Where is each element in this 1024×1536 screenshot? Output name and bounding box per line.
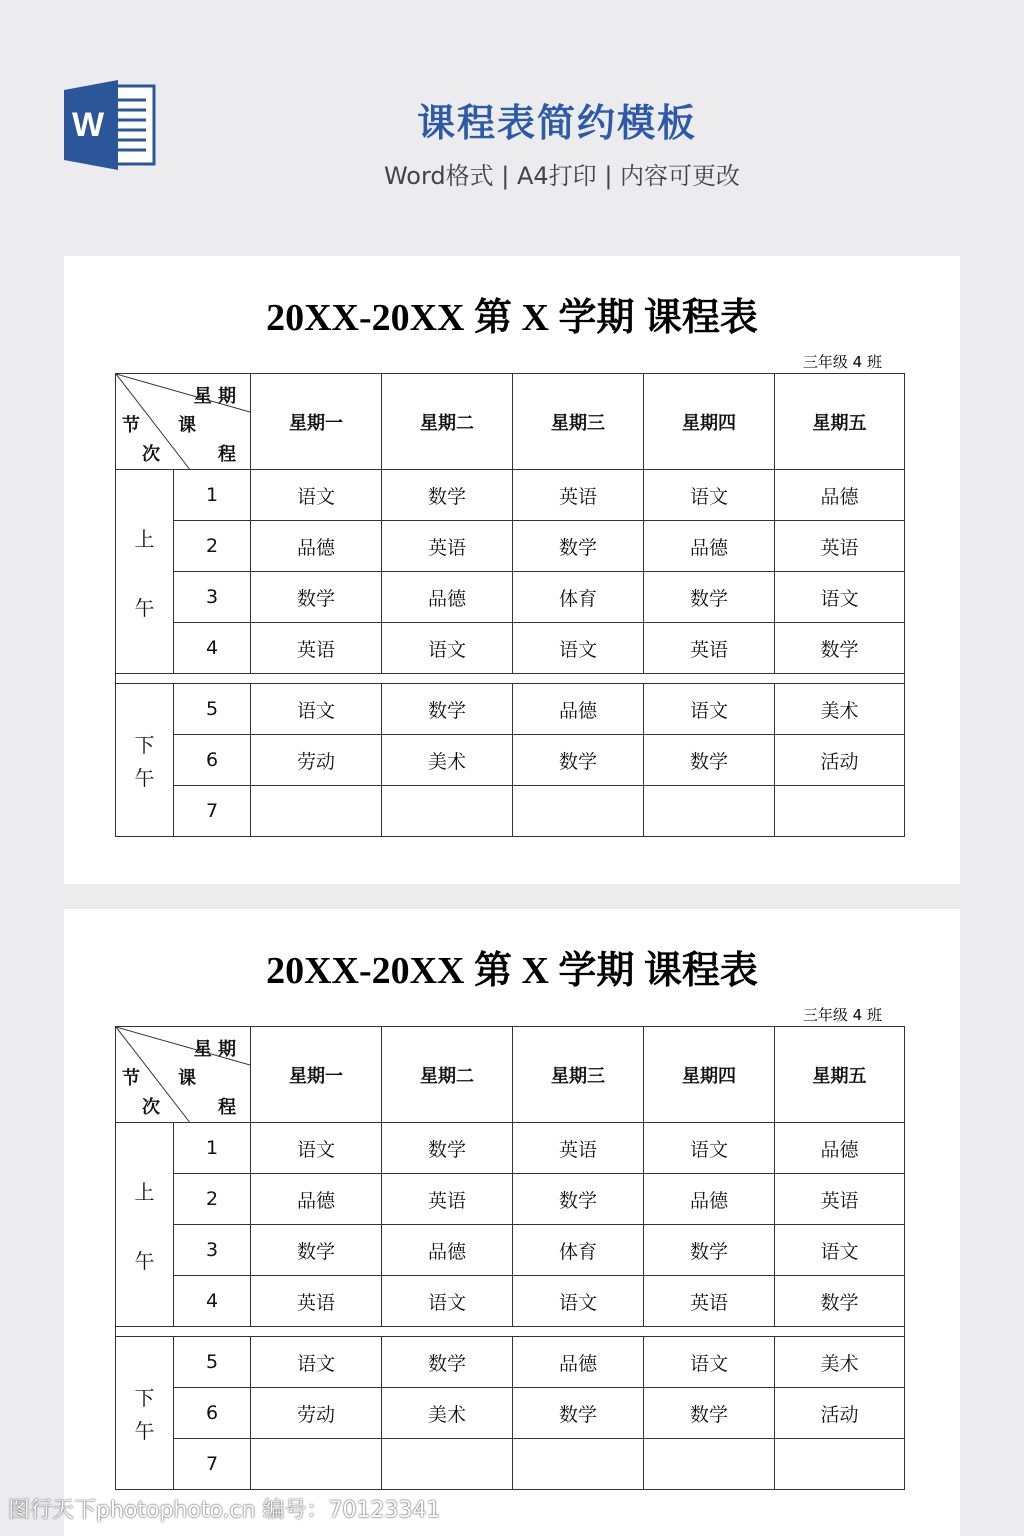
- class-cell: 数学: [513, 521, 644, 572]
- day-header: 星期三: [513, 374, 644, 470]
- class-cell: 数学: [513, 735, 644, 786]
- period-row: [116, 1174, 905, 1225]
- class-cell: 数学: [775, 1276, 905, 1327]
- class-cell: 数学: [513, 1174, 644, 1225]
- class-cell: [775, 786, 905, 837]
- period-row: [116, 572, 905, 623]
- class-cell: 语文: [513, 1276, 644, 1327]
- class-cell: 数学: [644, 735, 775, 786]
- class-cell: 体育: [513, 1225, 644, 1276]
- class-cell: 语文: [251, 1123, 382, 1174]
- corner-cell: [116, 1027, 251, 1123]
- class-cell: 品德: [251, 1174, 382, 1225]
- class-cell: 数学: [382, 1123, 513, 1174]
- period-number: 7: [174, 786, 251, 837]
- corner-cell: [116, 374, 251, 470]
- header-row: [116, 1027, 905, 1123]
- class-cell: 英语: [775, 1174, 905, 1225]
- class-cell: 语文: [644, 470, 775, 521]
- header-row: [116, 374, 905, 470]
- period-number: 5: [174, 684, 251, 735]
- class-label: 三年级 4 班: [802, 1006, 882, 1024]
- class-cell: 体育: [513, 572, 644, 623]
- class-cell: 语文: [775, 572, 905, 623]
- schedule-sheet-1: [64, 256, 960, 884]
- class-cell: [513, 786, 644, 837]
- class-cell: 品德: [513, 1337, 644, 1388]
- day-header: 星期二: [382, 374, 513, 470]
- class-cell: 数学: [644, 1225, 775, 1276]
- class-cell: 品德: [382, 572, 513, 623]
- period-number: 4: [174, 623, 251, 674]
- period-number: 1: [174, 470, 251, 521]
- corner-label-jie: 节: [122, 1068, 140, 1089]
- schedule-sheet-2: [64, 909, 960, 1536]
- class-cell: 品德: [775, 470, 905, 521]
- day-header: 星期三: [513, 1027, 644, 1123]
- class-cell: 英语: [644, 623, 775, 674]
- session-char: 午: [134, 595, 155, 620]
- class-cell: 品德: [251, 521, 382, 572]
- period-number: 2: [174, 1174, 251, 1225]
- class-cell: [251, 786, 382, 837]
- class-cell: [644, 1439, 775, 1490]
- class-cell: [644, 786, 775, 837]
- class-cell: 美术: [775, 1337, 905, 1388]
- class-cell: [382, 786, 513, 837]
- schedule-table: [115, 1026, 905, 1490]
- class-cell: 美术: [382, 735, 513, 786]
- period-row: [116, 1439, 905, 1490]
- template-subtitle: Word格式 | A4打印 | 内容可更改: [383, 162, 741, 190]
- period-row: [116, 684, 905, 735]
- separator-cell: [116, 674, 905, 684]
- afternoon-session-label: [116, 684, 174, 837]
- corner-label-ke: 课: [178, 1068, 196, 1089]
- class-cell: [251, 1439, 382, 1490]
- day-header: 星期五: [775, 1027, 905, 1123]
- class-cell: 数学: [382, 470, 513, 521]
- day-header: 星期四: [644, 1027, 775, 1123]
- morning-session-label: [116, 1123, 174, 1327]
- class-cell: 数学: [251, 1225, 382, 1276]
- class-cell: 语文: [251, 1337, 382, 1388]
- class-cell: 语文: [775, 1225, 905, 1276]
- session-separator: [116, 1327, 905, 1337]
- session-char: 下: [134, 1386, 155, 1410]
- class-cell: 英语: [251, 1276, 382, 1327]
- template-title: 课程表简约模板: [416, 101, 697, 145]
- class-cell: 劳动: [251, 735, 382, 786]
- class-cell: 活动: [775, 1388, 905, 1439]
- class-cell: 品德: [513, 684, 644, 735]
- class-cell: 英语: [775, 521, 905, 572]
- class-cell: 数学: [382, 684, 513, 735]
- period-row: [116, 735, 905, 786]
- session-char: 午: [134, 1419, 155, 1443]
- period-number: 6: [174, 1388, 251, 1439]
- class-cell: 美术: [775, 684, 905, 735]
- session-char: 上: [134, 526, 155, 551]
- class-cell: [382, 1439, 513, 1490]
- class-label: 三年级 4 班: [802, 353, 882, 371]
- class-cell: 品德: [382, 1225, 513, 1276]
- class-cell: 活动: [775, 735, 905, 786]
- class-cell: [775, 1439, 905, 1490]
- day-header: 星期一: [251, 374, 382, 470]
- period-row: [116, 1123, 905, 1174]
- period-row: [116, 521, 905, 572]
- class-cell: 数学: [775, 623, 905, 674]
- period-number: 5: [174, 1337, 251, 1388]
- separator-cell: [116, 1327, 905, 1337]
- day-header: 星期四: [644, 374, 775, 470]
- class-cell: 品德: [644, 1174, 775, 1225]
- day-header: 星期二: [382, 1027, 513, 1123]
- session-char: 上: [134, 1179, 155, 1204]
- class-cell: 语文: [513, 623, 644, 674]
- class-cell: 语文: [382, 1276, 513, 1327]
- class-cell: 语文: [251, 470, 382, 521]
- schedule-table: [115, 373, 905, 837]
- period-number: 2: [174, 521, 251, 572]
- period-row: [116, 1337, 905, 1388]
- session-char: 午: [134, 766, 155, 790]
- session-char: 下: [134, 733, 155, 757]
- session-separator: [116, 674, 905, 684]
- class-cell: 英语: [251, 623, 382, 674]
- afternoon-session-label: [116, 1337, 174, 1490]
- class-cell: 语文: [644, 1337, 775, 1388]
- class-cell: 数学: [644, 1388, 775, 1439]
- class-cell: 劳动: [251, 1388, 382, 1439]
- corner-label-ke: 课: [178, 415, 196, 436]
- class-cell: 英语: [513, 1123, 644, 1174]
- corner-label-jie: 节: [122, 415, 140, 436]
- corner-label-week: 星 期: [193, 1039, 236, 1060]
- class-cell: 数学: [644, 572, 775, 623]
- period-number: 4: [174, 1276, 251, 1327]
- day-header: 星期五: [775, 374, 905, 470]
- watermark-text: 图行天下photophoto.cn 编号：70123341: [8, 1498, 441, 1523]
- period-number: 1: [174, 1123, 251, 1174]
- class-cell: 语文: [251, 684, 382, 735]
- period-row: [116, 1276, 905, 1327]
- period-number: 3: [174, 1225, 251, 1276]
- period-row: [116, 786, 905, 837]
- class-cell: 英语: [513, 470, 644, 521]
- class-cell: 语文: [382, 623, 513, 674]
- class-cell: 语文: [644, 684, 775, 735]
- period-number: 3: [174, 572, 251, 623]
- period-row: [116, 1225, 905, 1276]
- class-cell: [513, 1439, 644, 1490]
- class-cell: 品德: [644, 521, 775, 572]
- period-row: [116, 1388, 905, 1439]
- class-cell: 数学: [513, 1388, 644, 1439]
- class-cell: 品德: [775, 1123, 905, 1174]
- day-header: 星期一: [251, 1027, 382, 1123]
- class-cell: 数学: [251, 572, 382, 623]
- corner-label-cheng: 程: [218, 1097, 236, 1118]
- corner-label-week: 星 期: [193, 386, 236, 407]
- class-cell: 数学: [382, 1337, 513, 1388]
- corner-label-cheng: 程: [218, 444, 236, 465]
- corner-label-ci: 次: [142, 1097, 160, 1118]
- class-cell: 英语: [382, 521, 513, 572]
- morning-session-label: [116, 470, 174, 674]
- period-number: 7: [174, 1439, 251, 1490]
- word-logo-letter: W: [71, 106, 105, 144]
- class-cell: 英语: [382, 1174, 513, 1225]
- session-char: 午: [134, 1248, 155, 1273]
- schedule-title: 20XX-20XX 第 X 学期 课程表: [266, 297, 758, 339]
- corner-label-ci: 次: [142, 444, 160, 465]
- class-cell: 英语: [644, 1276, 775, 1327]
- class-cell: 美术: [382, 1388, 513, 1439]
- page-header: [0, 0, 1024, 240]
- schedule-title: 20XX-20XX 第 X 学期 课程表: [266, 950, 758, 992]
- period-number: 6: [174, 735, 251, 786]
- period-row: [116, 470, 905, 521]
- class-cell: 语文: [644, 1123, 775, 1174]
- period-row: [116, 623, 905, 674]
